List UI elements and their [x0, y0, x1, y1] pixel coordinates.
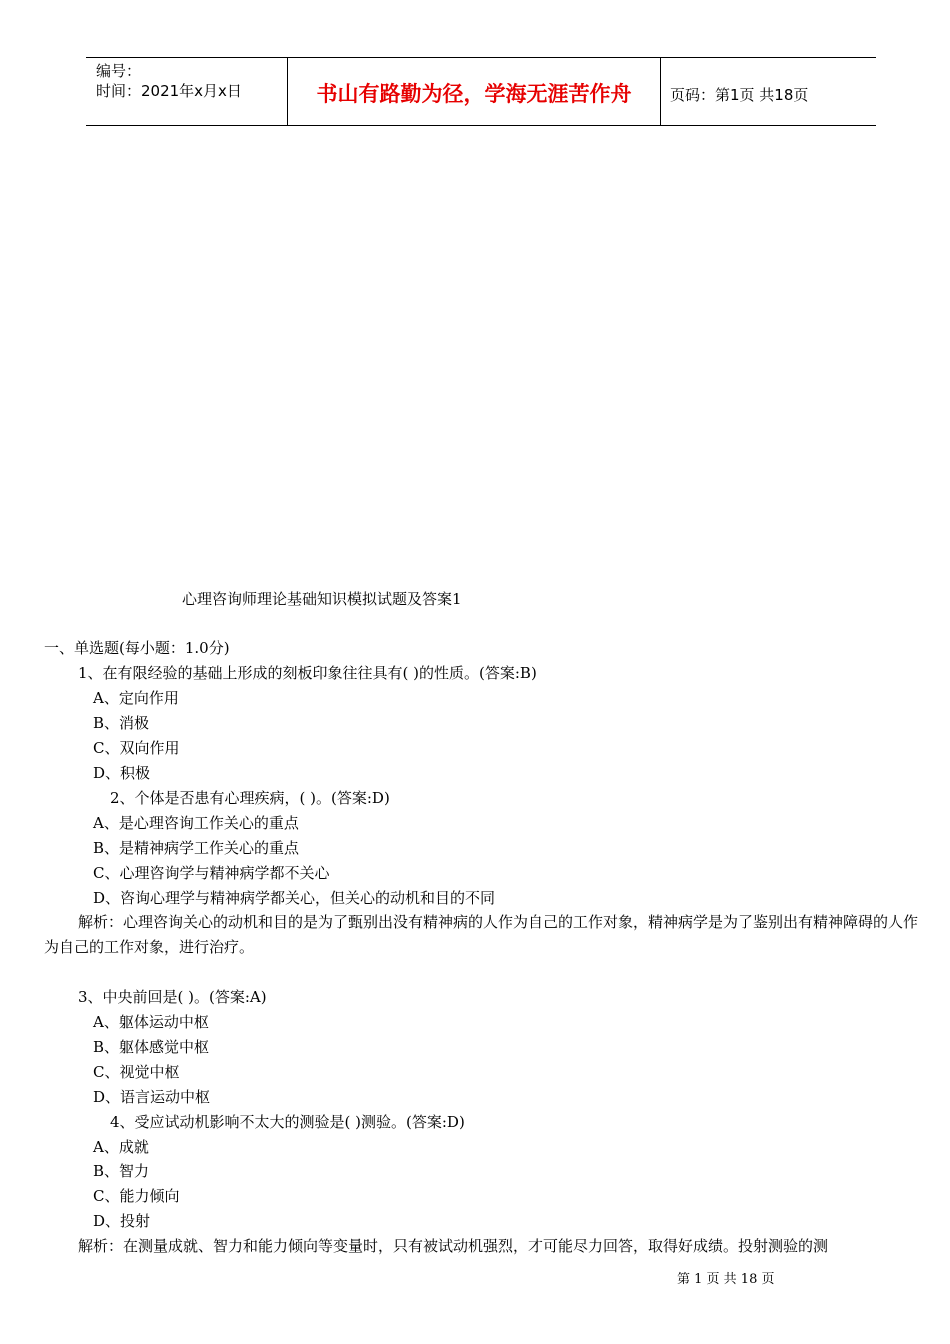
- header-top-rule: [86, 57, 876, 58]
- question-analysis: 解析：心理咨询关心的动机和目的是为了甄别出没有精神病的人作为自己的工作对象，精神病学是为了鉴别出有精神障碍的人作为自己的工作对象，进行治疗。: [44, 913, 919, 956]
- motto: 书山有路勤为径，学海无涯苦作舟: [316, 82, 632, 106]
- header-bottom-rule: [86, 125, 876, 126]
- question-stem: 2、个体是否患有心理疾病，( )。(答案:D): [110, 789, 390, 807]
- question-option: A、成就: [93, 1138, 149, 1156]
- question-option: A、躯体运动中枢: [93, 1013, 209, 1031]
- question-option: D、积极: [93, 764, 151, 782]
- question-analysis: 解析：在测量成就、智力和能力倾向等变量时，只有被试动机强烈，才可能尽力回答，取得好成绩。投射测验的测: [78, 1237, 829, 1255]
- question-option: A、定向作用: [93, 689, 179, 707]
- question-option: B、躯体感觉中枢: [93, 1038, 210, 1056]
- question-option: C、能力倾向: [93, 1187, 180, 1205]
- question-stem: 1、在有限经验的基础上形成的刻板印象往往具有( )的性质。(答案:B): [78, 664, 537, 682]
- document-title: 心理咨询师理论基础知识模拟试题及答案1: [182, 590, 462, 608]
- question-option: C、心理咨询学与精神病学都不关心: [93, 864, 330, 882]
- question-stem: 4、受应试动机影响不太大的测验是( )测验。(答案:D): [110, 1113, 465, 1131]
- header-divider-right: [660, 58, 661, 126]
- question-option: D、投射: [93, 1212, 151, 1230]
- question-option: B、智力: [93, 1162, 150, 1180]
- number-label: 编号：: [96, 62, 142, 80]
- question-option: C、视觉中枢: [93, 1063, 180, 1081]
- question-option: A、是心理咨询工作关心的重点: [93, 814, 299, 832]
- page-footer: 第 1 页 共 18 页: [677, 1272, 775, 1287]
- question-option: B、是精神病学工作关心的重点: [93, 839, 300, 857]
- question-option: B、消极: [93, 714, 150, 732]
- question-option: D、语言运动中枢: [93, 1088, 211, 1106]
- time-label: 时间：2021年x月x日: [96, 82, 242, 100]
- section-heading: 一、单选题(每小题：1.0分): [44, 639, 230, 657]
- question-option: D、咨询心理学与精神病学都关心，但关心的动机和目的不同: [93, 889, 496, 907]
- question-stem: 3、中央前回是( )。(答案:A): [78, 988, 267, 1006]
- question-option: C、双向作用: [93, 739, 180, 757]
- header-page-info: 页码：第1页 共18页: [670, 86, 809, 104]
